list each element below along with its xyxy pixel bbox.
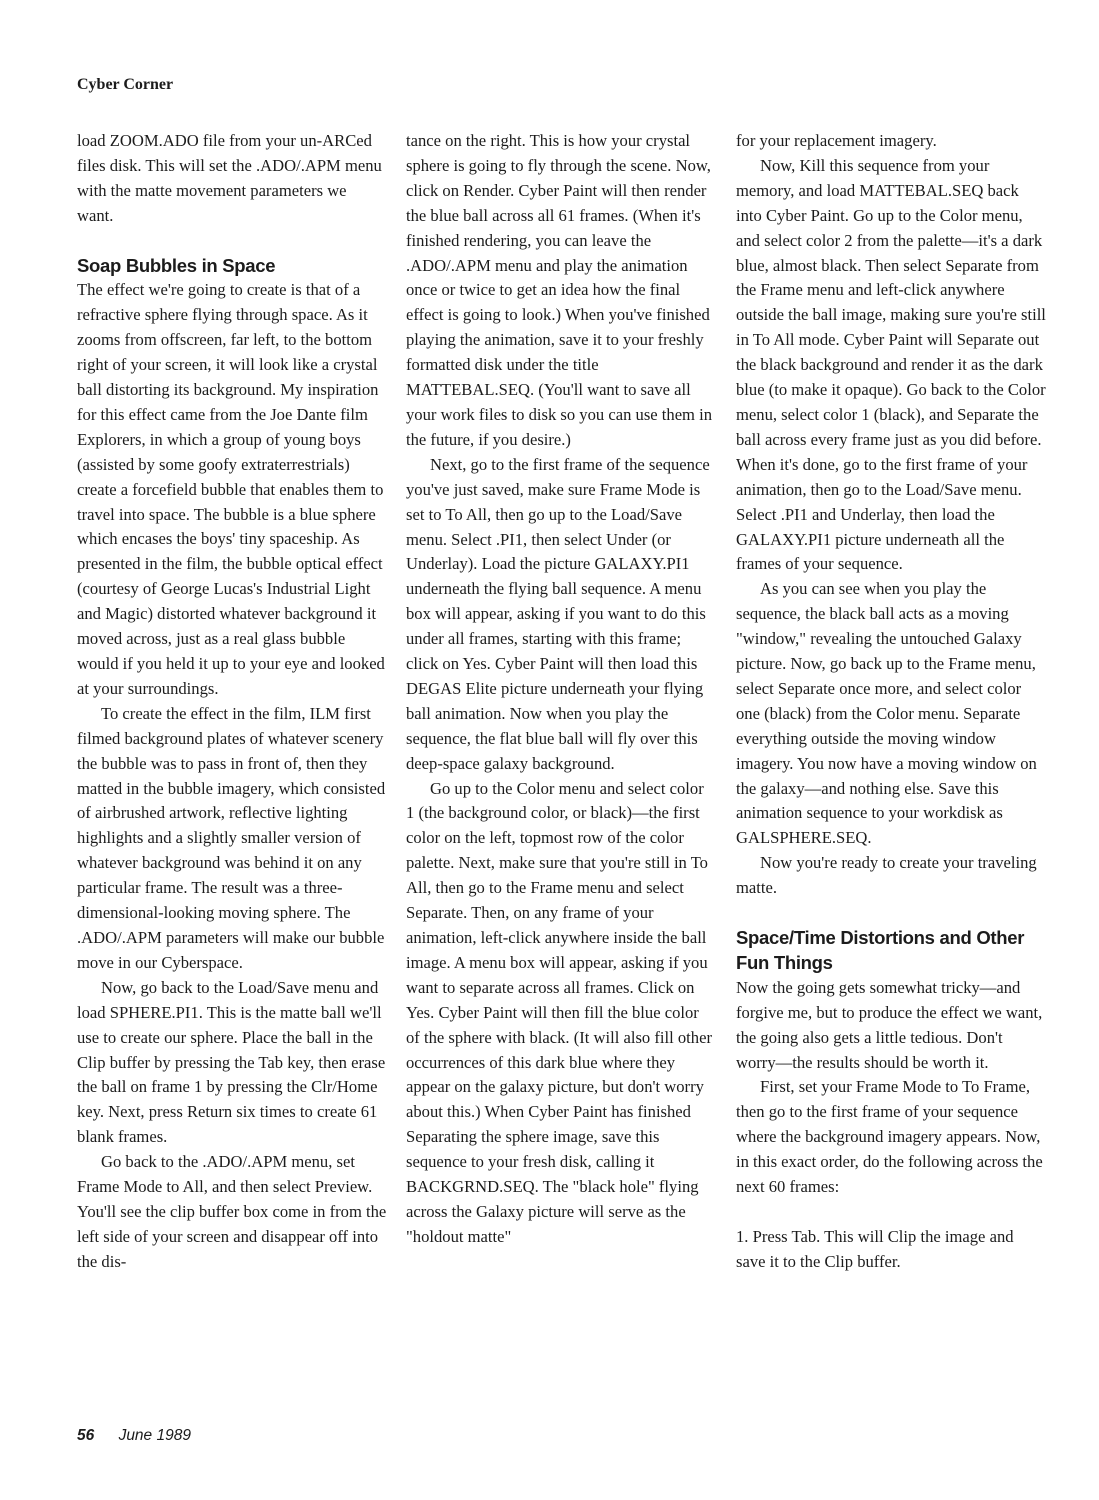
- paragraph: As you can see when you play the sequence, the black ball acts as a moving "window," revealing the untouched Galaxy picture. Now, go back up to the Frame menu, select Separate once more, and select color one (black) from the Color menu. Separate everything outside the moving window imagery. You now have a moving window on the galaxy—and nothing else. Save this animation sequence to your workdisk as GALSPHERE.SEQ.: [736, 579, 1037, 848]
- column-2: [406, 129, 716, 1250]
- paragraph: Now, go back to the Load/Save menu and load SPHERE.PI1. This is the matte ball we'll use to create our sphere. Place the ball in the Clip buffer by pressing the Tab key, then erase the ball on frame 1 by pressing the Clr/Home key. Next, press Return six times to create 61 blank frames.: [77, 977, 386, 1147]
- paragraph: First, set your Frame Mode to To Frame, then go to the first frame of your sequence where the background imagery appears. Now, in this exact order, do the following across the next 60 frames:: [736, 1077, 1043, 1197]
- paragraph: The effect we're going to create is that of a refractive sphere flying through space. As it zooms from offscreen, far left, to the bottom right of your screen, it will look like a crystal ball distorting its background. My inspiration for this effect came from the Joe Dante film Explorers, in which a group of young boys (assisted by some goofy extraterrestrials) create a forcefield bubble that enables them to travel into space. The bubble is a blue sphere which encases the boys' tiny spaceship. As presented in the film, the bubble optical effect (courtesy of George Lucas's Industrial Light and Magic) distorted whatever background it moved across, just as a real glass bubble would if you held it up to your eye and looked at your surroundings.: [77, 280, 385, 698]
- paragraph: To create the effect in the film, ILM first filmed background plates of whatever scenery the bubble was to pass in front of, then they matted in the bubble imagery, which consisted of airbrushed artwork, reflective lighting highlights and a slightly smaller version of whatever background was behind it on any particular frame. The result was a three-dimensional-looking moving sphere. The .ADO/.APM parameters will make our bubble move in our Cyberspace.: [77, 703, 386, 972]
- section-title: Cyber Corner: [77, 76, 174, 93]
- paragraph: Go back to the .ADO/.APM menu, set Frame Mode to All, and then select Preview. You'll see the clip buffer box come in from the left side of your screen and disappear off into the dis-: [77, 1152, 387, 1271]
- paragraph: Now the going gets somewhat tricky—and forgive me, but to produce the effect we want, the going also gets a little tedious. Don't worry—the results should be worth it.: [736, 977, 1043, 1072]
- heading-space-time: Space/Time Distortions and Other Fun Things: [736, 926, 1025, 973]
- issue-date: June 1989: [118, 1427, 191, 1444]
- paragraph: for your replacement imagery.: [736, 131, 937, 150]
- paragraph: Now you're ready to create your traveling matte.: [736, 853, 1037, 898]
- paragraph: Now, Kill this sequence from your memory, and load MATTEBAL.SEQ back into Cyber Paint. Go up to the Color menu, and select color 2 from the palette—it's a dark blue, almost black. Then select Separate from the Frame menu and left-click anywhere outside the ball image, making sure you're still in To All mode. Cyber Paint will Separate out the black background and render it as the dark blue (to make it opaque). Go back to the Color menu, select color 1 (black), and Separate the ball across every frame just as you did before. When it's done, go to the first frame of your animation, then go to the Load/Save menu. Select .PI1 and Underlay, then load the GALAXY.PI1 picture underneath all the frames of your sequence.: [736, 155, 1046, 574]
- paragraph: tance on the right. This is how your crystal sphere is going to fly through the scene. Now, click on Render. Cyber Paint will then render the blue ball across all 61 frames. (When it's finished rendering, you can leave the .ADO/.APM menu and play the animation once or twice to get an idea how the final effect is going to look.) When you've finished playing the animation, save it to your freshly formatted disk under the title MATTEBAL.SEQ. (You'll want to save all your work files to disk so you can use them in the future, if you desire.): [406, 131, 713, 449]
- page-footer: [77, 1427, 191, 1445]
- paragraph: Next, go to the first frame of the sequence you've just saved, make sure Frame Mode is set to To All, then go up to the Load/Save menu. Select .PI1, then select Under (or Underlay). Load the picture GALAXY.PI1 underneath the flying ball sequence. A menu box will appear, asking if you want to do this under all frames, starting with this frame; click on Yes. Cyber Paint will then load this DEGAS Elite picture underneath your flying ball animation. Now when you play the sequence, the flat blue ball will fly over this deep-space galaxy background.: [406, 454, 710, 773]
- column-3: [736, 129, 1046, 1275]
- heading-soap-bubbles: Soap Bubbles in Space: [77, 254, 276, 276]
- page-number: 56: [77, 1427, 95, 1444]
- paragraph: load ZOOM.ADO file from your un-ARCed files disk. This will set the .ADO/.APM menu with the matte movement parameters we want.: [77, 131, 382, 225]
- numbered-step: 1. Press Tab. This will Clip the image and save it to the Clip buffer.: [736, 1226, 1014, 1271]
- column-1: [77, 129, 387, 1275]
- paragraph: Go up to the Color menu and select color 1 (the background color, or black)—the first color on the left, topmost row of the color palette. Next, make sure that you're still in To All, then go to the Frame menu and select Separate. Then, on any frame of your animation, left-click anywhere inside the ball image. A menu box will appear, asking if you want to separate across all frames. Click on Yes. Cyber Paint will then fill the blue color of the sphere with black. (It will also fill other occurrences of this dark blue where they appear on the galaxy picture, but don't worry about this.) When Cyber Paint has finished Separating the sphere image, save this sequence to your fresh disk, calling it BACKGRND.SEQ. The "black hole" flying across the Galaxy picture will serve as the "holdout matte": [406, 778, 712, 1246]
